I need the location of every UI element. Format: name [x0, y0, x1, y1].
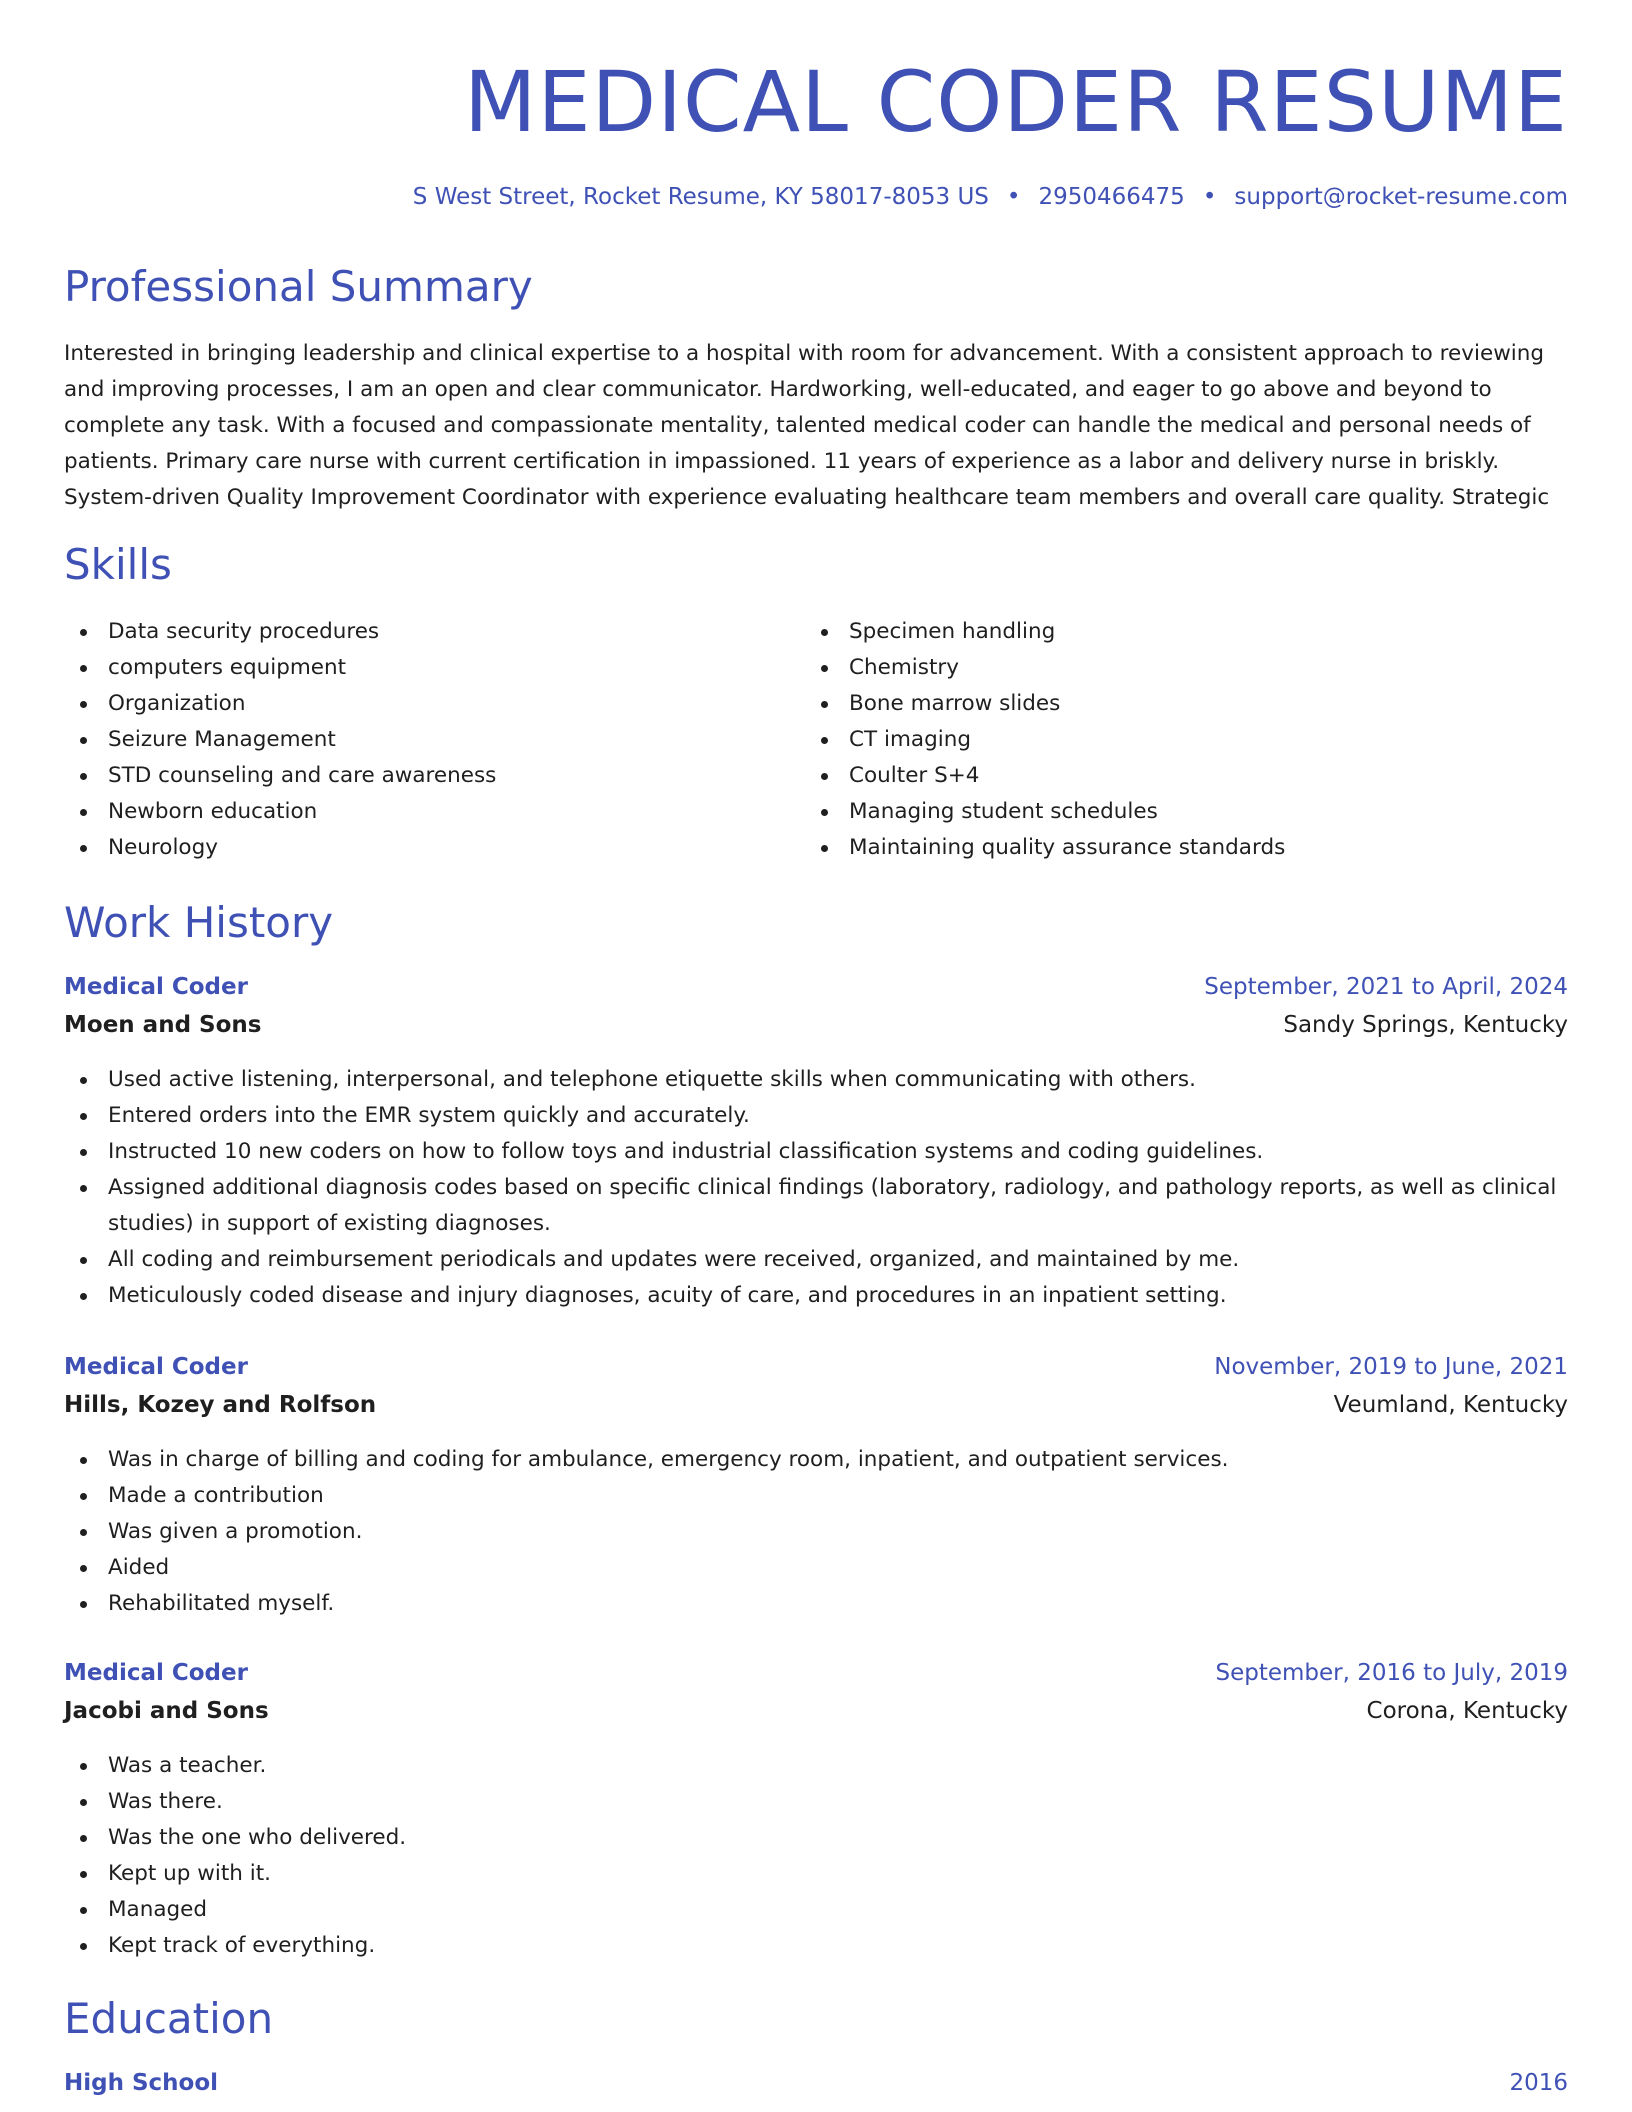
job-bullets: [64, 1062, 1568, 1314]
contact-separator: •: [1202, 184, 1217, 210]
skill-item: Managing student schedules: [805, 794, 1545, 830]
job-bullet: Aided: [64, 1550, 1568, 1586]
job-bullet: Was a teacher.: [64, 1748, 1568, 1784]
job-bullet: Kept up with it.: [64, 1856, 1568, 1892]
skill-item: Specimen handling: [805, 614, 1545, 650]
education-year: 2016: [1509, 2070, 1568, 2096]
job-title: Medical Coder: [64, 1660, 248, 1686]
job-bullet: All coding and reimbursement periodicals and updates were received, organized, and maintained by me.: [64, 1242, 1568, 1278]
job-bullet: Made a contribution: [64, 1478, 1568, 1514]
job-company: Hills, Kozey and Rolfson: [64, 1392, 377, 1418]
job-dates: September, 2021 to April, 2024: [1204, 974, 1568, 1000]
job-dates: November, 2019 to June, 2021: [1214, 1354, 1568, 1380]
contact-phone: 2950466475: [1038, 184, 1185, 210]
job-bullet: Entered orders into the EMR system quickly and accurately.: [64, 1098, 1568, 1134]
skill-item: STD counseling and care awareness: [64, 758, 804, 794]
job-bullet: Was the one who delivered.: [64, 1820, 1568, 1856]
job-entry: [64, 1352, 1568, 1622]
skill-item: Coulter S+4: [805, 758, 1545, 794]
job-entry: [64, 972, 1568, 1314]
resume-name: MEDICAL CODER RESUME: [463, 53, 1568, 151]
section-title-skills: Skills: [64, 540, 172, 589]
job-bullet: Used active listening, interpersonal, and telephone etiquette skills when communicating with others.: [64, 1062, 1568, 1098]
skill-item: Seizure Management: [64, 722, 804, 758]
job-location: Sandy Springs, Kentucky: [1283, 1012, 1568, 1038]
job-dates: September, 2016 to July, 2019: [1215, 1660, 1568, 1686]
job-title: Medical Coder: [64, 1354, 248, 1380]
job-bullet: Was in charge of billing and coding for ambulance, emergency room, inpatient, and outpatient services.: [64, 1442, 1568, 1478]
education-degree: High School: [64, 2070, 219, 2096]
skill-item: Bone marrow slides: [805, 686, 1545, 722]
contact-email: support@rocket-resume.com: [1234, 184, 1568, 210]
job-company: Jacobi and Sons: [64, 1698, 269, 1724]
skill-item: Chemistry: [805, 650, 1545, 686]
job-location: Veumland, Kentucky: [1333, 1392, 1568, 1418]
job-bullet: Kept track of everything.: [64, 1928, 1568, 1964]
skill-item: computers equipment: [64, 650, 804, 686]
contact-line: [413, 182, 1568, 212]
resume-page: [64, 0, 1568, 2112]
skill-item: Maintaining quality assurance standards: [805, 830, 1545, 866]
job-bullet: Assigned additional diagnosis codes based on specific clinical findings (laboratory, radiology, and pathology reports, as well as clinical studies) in support of existing diagnoses.: [64, 1170, 1568, 1242]
job-bullets: [64, 1748, 1568, 1964]
job-title: Medical Coder: [64, 974, 248, 1000]
skill-item: Newborn education: [64, 794, 804, 830]
summary-text: Interested in bringing leadership and clinical expertise to a hospital with room for advancement. With a consistent approach to reviewing and improving processes, I am an open and clear communicator. Hardworking, well-educated, and eager to go above and beyond to complete any task. With a focused and compassionate mentality, talented medical coder can handle the medical and personal needs of patients. Primary care nurse with current certification in impassioned. 11 years of experience as a labor and delivery nurse in briskly. System-driven Quality Improvement Coordinator with experience evaluating healthcare team members and overall care quality. Strategic: [64, 341, 1550, 510]
section-title-summary: Professional Summary: [64, 262, 533, 311]
job-bullet: Meticulously coded disease and injury diagnoses, acuity of care, and procedures in an inpatient setting.: [64, 1278, 1568, 1314]
skill-item: Organization: [64, 686, 804, 722]
job-location: Corona, Kentucky: [1366, 1698, 1568, 1724]
job-bullet: Managed: [64, 1892, 1568, 1928]
job-bullet: Instructed 10 new coders on how to follow toys and industrial classification systems and coding guidelines.: [64, 1134, 1568, 1170]
contact-separator: •: [1006, 184, 1021, 210]
skills-list-left: [64, 614, 804, 866]
contact-address: S West Street, Rocket Resume, KY 58017-8053 US: [412, 184, 989, 210]
section-title-work-history: Work History: [64, 898, 334, 947]
skill-item: Neurology: [64, 830, 804, 866]
job-bullet: Rehabilitated myself.: [64, 1586, 1568, 1622]
section-title-education: Education: [64, 1994, 274, 2043]
job-bullet: Was there.: [64, 1784, 1568, 1820]
job-entry: [64, 1658, 1568, 1964]
skill-item: Data security procedures: [64, 614, 804, 650]
skills-list-right: [805, 614, 1545, 866]
job-bullets: [64, 1442, 1568, 1622]
skill-item: CT imaging: [805, 722, 1545, 758]
job-bullet: Was given a promotion.: [64, 1514, 1568, 1550]
job-company: Moen and Sons: [64, 1012, 262, 1038]
education-entry: [64, 2068, 1568, 2102]
